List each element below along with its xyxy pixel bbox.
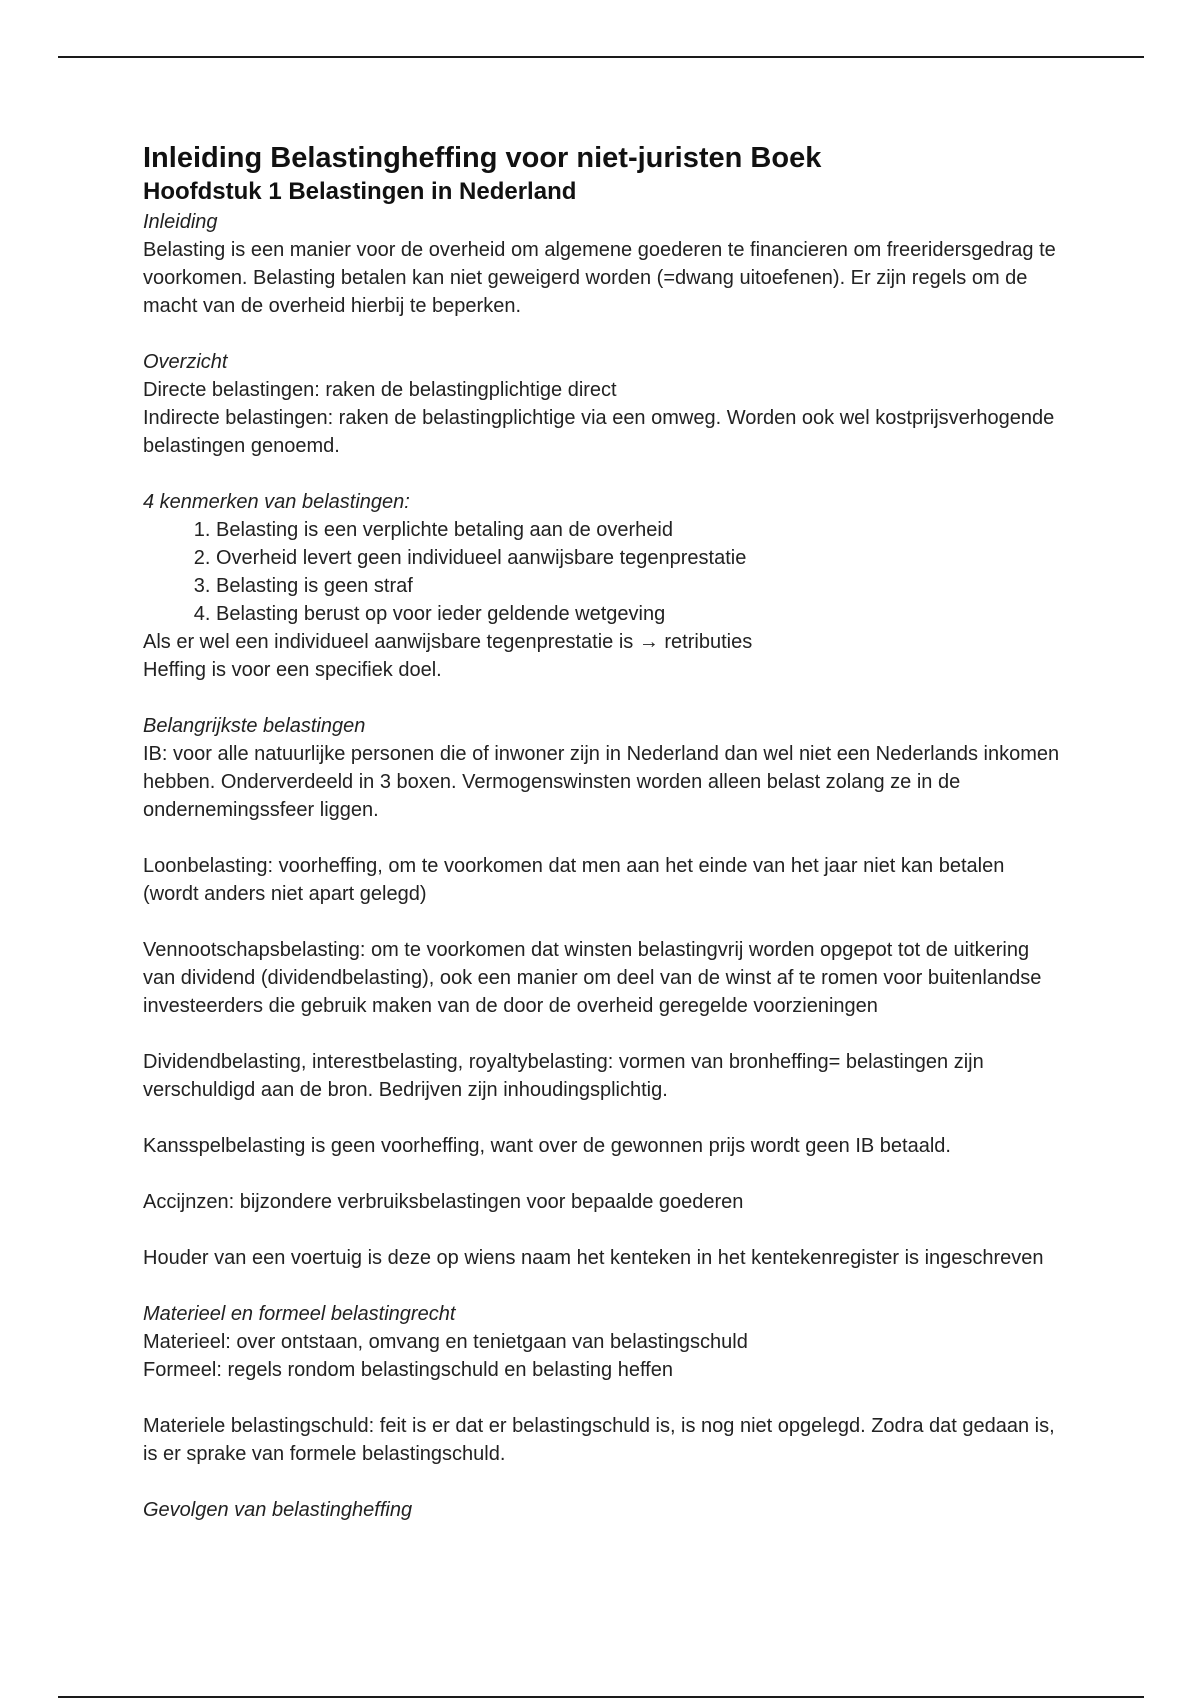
spacer	[143, 1020, 1083, 1048]
spacer	[143, 1160, 1083, 1188]
section-heading-materieel: Materieel en formeel belastingrecht	[143, 1303, 456, 1325]
spacer	[143, 1272, 1083, 1300]
spacer	[143, 824, 1083, 852]
spacer	[143, 1104, 1083, 1132]
paragraph-line: van dividend (dividendbelasting), ook een manier om deel van de winst af te romen voor buitenlandse	[143, 967, 1042, 989]
spacer	[143, 320, 1083, 348]
bottom-rule	[58, 1696, 1144, 1698]
paragraph-line: Materieel: over ontstaan, omvang en tenietgaan van belastingschuld	[143, 1331, 748, 1353]
document-body	[143, 140, 1083, 1524]
spacer	[143, 684, 1083, 712]
paragraph-line: Dividendbelasting, interestbelasting, royaltybelasting: vormen van bronheffing= belastingen zijn	[143, 1051, 984, 1073]
section-heading-inleiding: Inleiding	[143, 211, 218, 233]
list-item: 4. Belasting berust op voor ieder geldende wetgeving	[216, 600, 1083, 628]
section-heading-belangrijkste: Belangrijkste belastingen	[143, 715, 366, 737]
paragraph-line: investeerders die gebruik maken van de door de overheid geregelde voorzieningen	[143, 995, 878, 1017]
paragraph-line: is er sprake van formele belastingschuld.	[143, 1443, 506, 1465]
list-item: 3. Belasting is geen straf	[216, 572, 1083, 600]
spacer	[143, 1216, 1083, 1244]
paragraph-line: Formeel: regels rondom belastingschuld en belasting heffen	[143, 1359, 673, 1381]
paragraph-line: Indirecte belastingen: raken de belastingplichtige via een omweg. Worden ook wel kostprijsverhogende	[143, 407, 1055, 429]
paragraph-line: Kansspelbelasting is geen voorheffing, want over de gewonnen prijs wordt geen IB betaald.	[143, 1135, 951, 1157]
section-heading-gevolgen: Gevolgen van belastingheffing	[143, 1499, 413, 1521]
kenmerken-list	[143, 516, 1083, 628]
section-heading-overzicht: Overzicht	[143, 351, 228, 373]
paragraph-line: Loonbelasting: voorheffing, om te voorkomen dat men aan het einde van het jaar niet kan betalen	[143, 855, 1005, 877]
paragraph-line: hebben. Onderverdeeld in 3 boxen. Vermogenswinsten worden alleen belast zolang ze in de	[143, 771, 961, 793]
paragraph-line: voorkomen. Belasting betalen kan niet geweigerd worden (=dwang uitoefenen). Er zijn regels om de	[143, 267, 1028, 289]
spacer	[143, 1384, 1083, 1412]
document-title: Inleiding Belastingheffing voor niet-juristen Boek	[143, 142, 822, 174]
paragraph-line: Materiele belastingschuld: feit is er dat er belastingschuld is, is nog niet opgelegd. Zodra dat gedaan is,	[143, 1415, 1055, 1437]
spacer	[143, 460, 1083, 488]
paragraph-line: (wordt anders niet apart gelegd)	[143, 883, 427, 905]
paragraph-line: IB: voor alle natuurlijke personen die of inwoner zijn in Nederland dan wel niet een Nederlands inkomen	[143, 743, 1060, 765]
chapter-title: Hoofdstuk 1 Belastingen in Nederland	[143, 178, 577, 205]
paragraph-line: Directe belastingen: raken de belastingplichtige direct	[143, 379, 617, 401]
spacer	[143, 1468, 1083, 1496]
section-heading-kenmerken: 4 kenmerken van belastingen:	[143, 491, 410, 513]
top-rule	[58, 56, 1144, 58]
paragraph-line: Als er wel een individueel aanwijsbare tegenprestatie is → retributies	[143, 631, 753, 653]
spacer	[143, 908, 1083, 936]
paragraph-line: Belasting is een manier voor de overheid om algemene goederen te financieren om freeridersgedrag te	[143, 239, 1056, 261]
paragraph-line: Heffing is voor een specifiek doel.	[143, 659, 442, 681]
paragraph-line: macht van de overheid hierbij te beperken.	[143, 295, 522, 317]
paragraph-line: Houder van een voertuig is deze op wiens naam het kenteken in het kentekenregister is ingeschreven	[143, 1247, 1044, 1269]
paragraph-line: belastingen genoemd.	[143, 435, 340, 457]
list-item: 2. Overheid levert geen individueel aanwijsbare tegenprestatie	[216, 544, 1083, 572]
paragraph-line: ondernemingssfeer liggen.	[143, 799, 379, 821]
list-item: 1. Belasting is een verplichte betaling aan de overheid	[216, 516, 1083, 544]
paragraph-line: Accijnzen: bijzondere verbruiksbelastingen voor bepaalde goederen	[143, 1191, 744, 1213]
paragraph-line: verschuldigd aan de bron. Bedrijven zijn inhoudingsplichtig.	[143, 1079, 668, 1101]
paragraph-line: Vennootschapsbelasting: om te voorkomen dat winsten belastingvrij worden opgepot tot de uitkering	[143, 939, 1030, 961]
